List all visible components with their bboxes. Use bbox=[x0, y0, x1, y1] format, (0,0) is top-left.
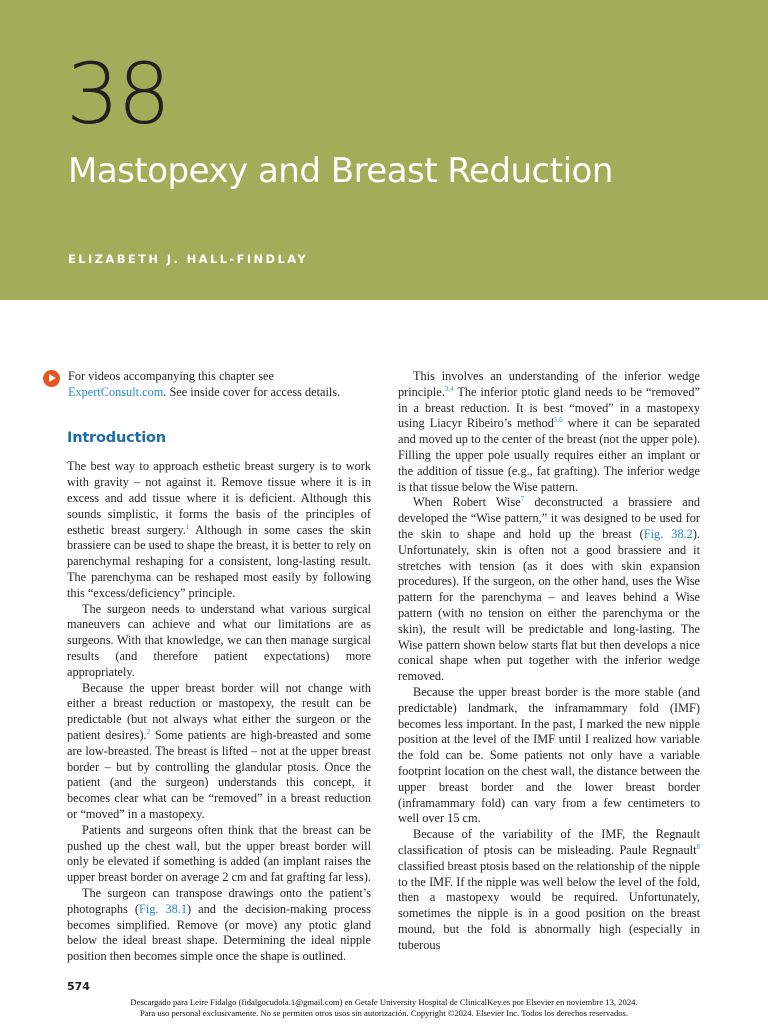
body-paragraph: The surgeon needs to understand what various surgical maneuvers can achieve and what our limitations are as surgeons. With that knowledge, we can then manage surgical results (and therefore patient expectations) more appropriately. bbox=[67, 601, 371, 679]
reference-link[interactable]: 8 bbox=[696, 842, 700, 851]
body-paragraph: Patients and surgeons often think that the breast can be pushed up the chest wall, but the upper breast border will only be elevated if something is added (an implant raises the upper breast border on average 2 cm and fat grafting far less). bbox=[67, 822, 371, 885]
chapter-number: 38 bbox=[66, 45, 169, 143]
figure-link[interactable]: Fig. 38.2 bbox=[643, 526, 693, 541]
body-paragraph: Because the upper breast border will not change with either a breast reduction or mastopexy, the result can be predictable (but not always what either the surgeon or the patient desires).$^2$ Some patients are high-breasted and some are low-breasted. The breast is lifted – not at the upper breast border – but by controlling the glandular ptosis. Once the patient (and the surgeon) understands this concept, it becomes clear what can be “removed” in a breast reduction or “moved” in a mastopexy. bbox=[67, 680, 371, 821]
reference-link[interactable]: 3,4 bbox=[444, 384, 454, 393]
left-column bbox=[67, 369, 371, 965]
body-paragraph: The surgeon can transpose drawings onto the patient’s photographs (Fig. 38.1) and the decision-making process becomes simplified. Remove (or move) any ptotic gland below the ideal breast shape. Determining the ideal nipple position then becomes simple once the shape is outlined. bbox=[67, 885, 371, 964]
page-number: 574 bbox=[67, 980, 90, 993]
figure-link[interactable]: Fig. 38.1 bbox=[138, 901, 188, 916]
reference-link[interactable]: 1 bbox=[185, 522, 190, 531]
chapter-title: Mastopexy and Breast Reduction bbox=[68, 151, 613, 191]
download-footer bbox=[0, 997, 768, 1019]
footer-line: Descargado para Leire Fidalgo (fidalgocudola.1@gmail.com) en Getafe University Hospital de ClinicalKey.es por Elsevier en noviembre 13, 2024. bbox=[130, 997, 638, 1007]
footer-line: Para uso personal exclusivamente. No se permiten otros usos sin autorización. Copyright ©2024. Elsevier Inc. Todos los derechos reservados. bbox=[139, 1008, 629, 1018]
chapter-header-banner bbox=[0, 0, 768, 300]
play-video-icon[interactable] bbox=[43, 370, 60, 387]
reference-link[interactable]: 5,6 bbox=[553, 416, 563, 425]
body-paragraph: The best way to approach esthetic breast surgery is to work with gravity – not against it. Remove tissue where it is in excess and add tissue where it is deficient. Although this sounds simplistic, it forms the basis of the principles of esthetic breast surgery.$^1$ Although in some cases the skin brassiere can be used to shape the breast, it is better to rely on parenchymal reshaping for a consistent, long-lasting result. The parenchyma can be reshaped most easily by following this “excess/deficiency” principle. bbox=[67, 459, 371, 600]
body-paragraph: This involves an understanding of the inferior wedge principle.$^{3,4}$ The inferior ptotic gland needs to be “removed” in a breast reduction. It is best “moved” in a mastopexy using Liacyr Ribeiro’s method$^{5,6}$ where it can be separated and moved up to the center of the breast (not the upper pole). Filling the upper pole usually requires either an implant or the addition of tissue (e.g., fat grafting). The inferior wedge is that tissue below the Wise pattern. bbox=[398, 369, 700, 494]
reference-link[interactable]: 7 bbox=[520, 495, 525, 504]
right-column bbox=[398, 369, 700, 953]
reference-link[interactable]: 2 bbox=[146, 727, 151, 736]
expertconsult-link[interactable]: ExpertConsult.com bbox=[68, 384, 164, 399]
section-heading-introduction: Introduction bbox=[67, 429, 166, 446]
video-note: For videos accompanying this chapter see ExpertConsult.com. See inside cover for access details. bbox=[68, 369, 341, 399]
body-paragraph: When Robert Wise$^7$ deconstructed a brassiere and developed the “Wise pattern,” it was designed to be used for the skin to shape and hold up the breast (Fig. 38.2). Unfortunately, skin is often not a good brassiere and it stretches with tension (as it does with skin expansion procedures). If the surgeon, on the other hand, uses the Wise pattern for the parenchyma – and leaves behind a Wise pattern (with no tension on either the parenchyma or the skin), the result will be predictable and long-lasting. The Wise pattern shown below starts flat but then develops a nice conical shape when put together with the inferior wedge removed. bbox=[398, 495, 700, 684]
body-paragraph: Because of the variability of the IMF, the Regnault classification of ptosis can be misleading. Paule Regnault$^8$ classified breast ptosis based on the relationship of the nipple to the IMF. If the nipple was well below the level of the fold, then a mastopexy would be required. Unfortunately, sometimes the nipple is in a good position on the breast mound, but the fold is abnormally high (especially in tuberous bbox=[398, 827, 700, 952]
body-paragraph: Because the upper breast border is the more stable (and predictable) landmark, the inframammary fold (IMF) becomes less important. In the past, I marked the new nipple position at the level of the IMF until I realized how variable the fold can be. Some patients not only have a variable footprint location on the chest wall, the distance between the upper breast border and the lower breast border (inframammary fold) can vary from a few centimeters to well over 15 cm. bbox=[398, 684, 700, 826]
chapter-author: ELIZABETH J. HALL-FINDLAY bbox=[68, 252, 309, 266]
